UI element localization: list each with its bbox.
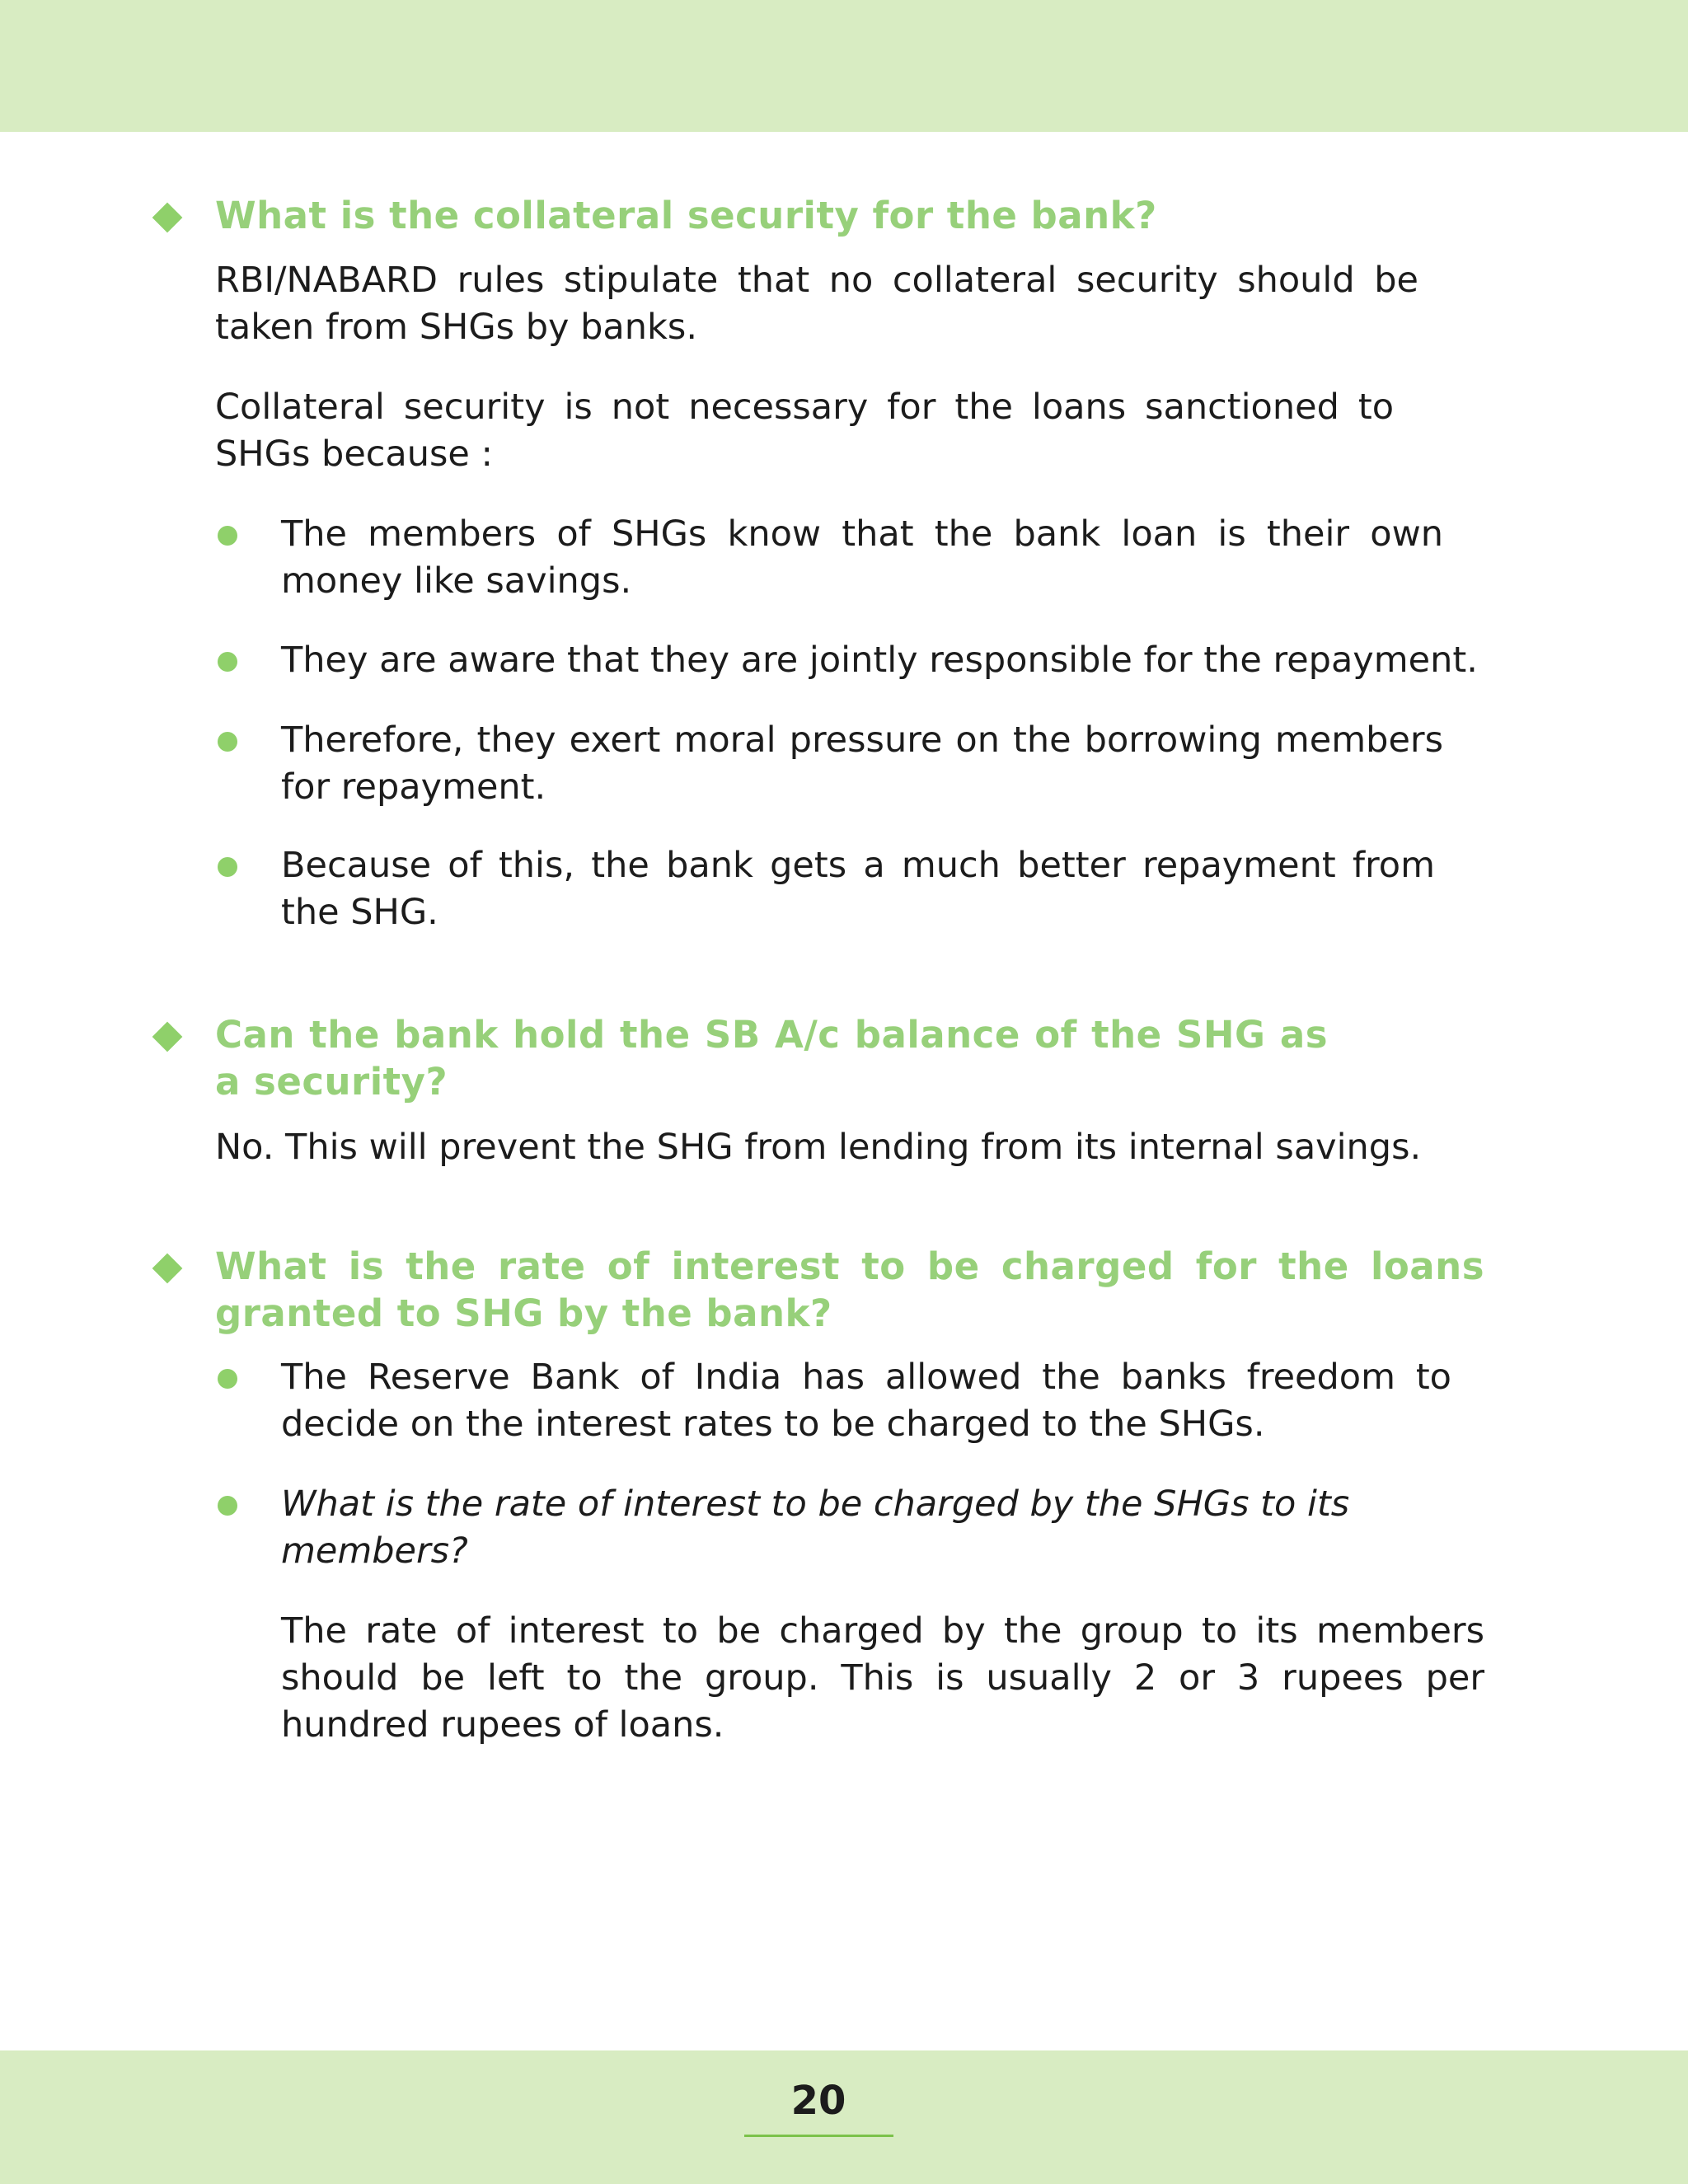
bullet-followup-paragraph: The rate of interest to be charged by the group to its members should be left to the group. This is usually 2 or 3 rupees per hundred rupees of loans. [281,1610,1484,1746]
diamond-bullet-icon [152,1022,183,1052]
circle-bullet-icon [218,732,237,752]
bullet-text: They are aware that they are jointly responsible for the repayment. [281,640,1478,681]
paragraph: No. This will prevent the SHG from lending from its internal savings. [215,1127,1422,1168]
circle-bullet-icon [218,857,237,877]
circle-bullet-icon [218,526,237,546]
question-heading: What is the collateral security for the bank? [215,194,1157,237]
bullet-text-italic: What is the rate of interest to be charged by the SHGs to its members? [281,1483,1350,1572]
bullet-text: Therefore, they exert moral pressure on the borrowing members for repayment. [281,719,1443,808]
circle-bullet-icon [218,1369,237,1389]
circle-bullet-icon [218,652,237,672]
paragraph: Collateral security is not necessary for the loans sanctioned to SHGs because : [215,387,1394,475]
page-number-underline [744,2135,893,2137]
bullet-text: The members of SHGs know that the bank loan is their own money like savings. [281,513,1443,602]
question-heading: Can the bank hold the SB A/c balance of the SHG as a security? [215,1013,1328,1104]
header-band [0,0,1688,132]
circle-bullet-icon [218,1496,237,1516]
question-heading: What is the rate of interest to be charged for the loans granted to SHG by the bank? [215,1244,1484,1335]
paragraph: RBI/NABARD rules stipulate that no collateral security should be taken from SHGs by banks. [215,260,1418,348]
bullet-text: The Reserve Bank of India has allowed the banks freedom to decide on the interest rates to be charged to the SHGs. [281,1357,1451,1445]
bullet-text: Because of this, the bank gets a much better repayment from the SHG. [281,845,1435,933]
page-number: 20 [790,2078,846,2124]
diamond-bullet-icon [152,1254,183,1284]
diamond-bullet-icon [152,203,183,233]
